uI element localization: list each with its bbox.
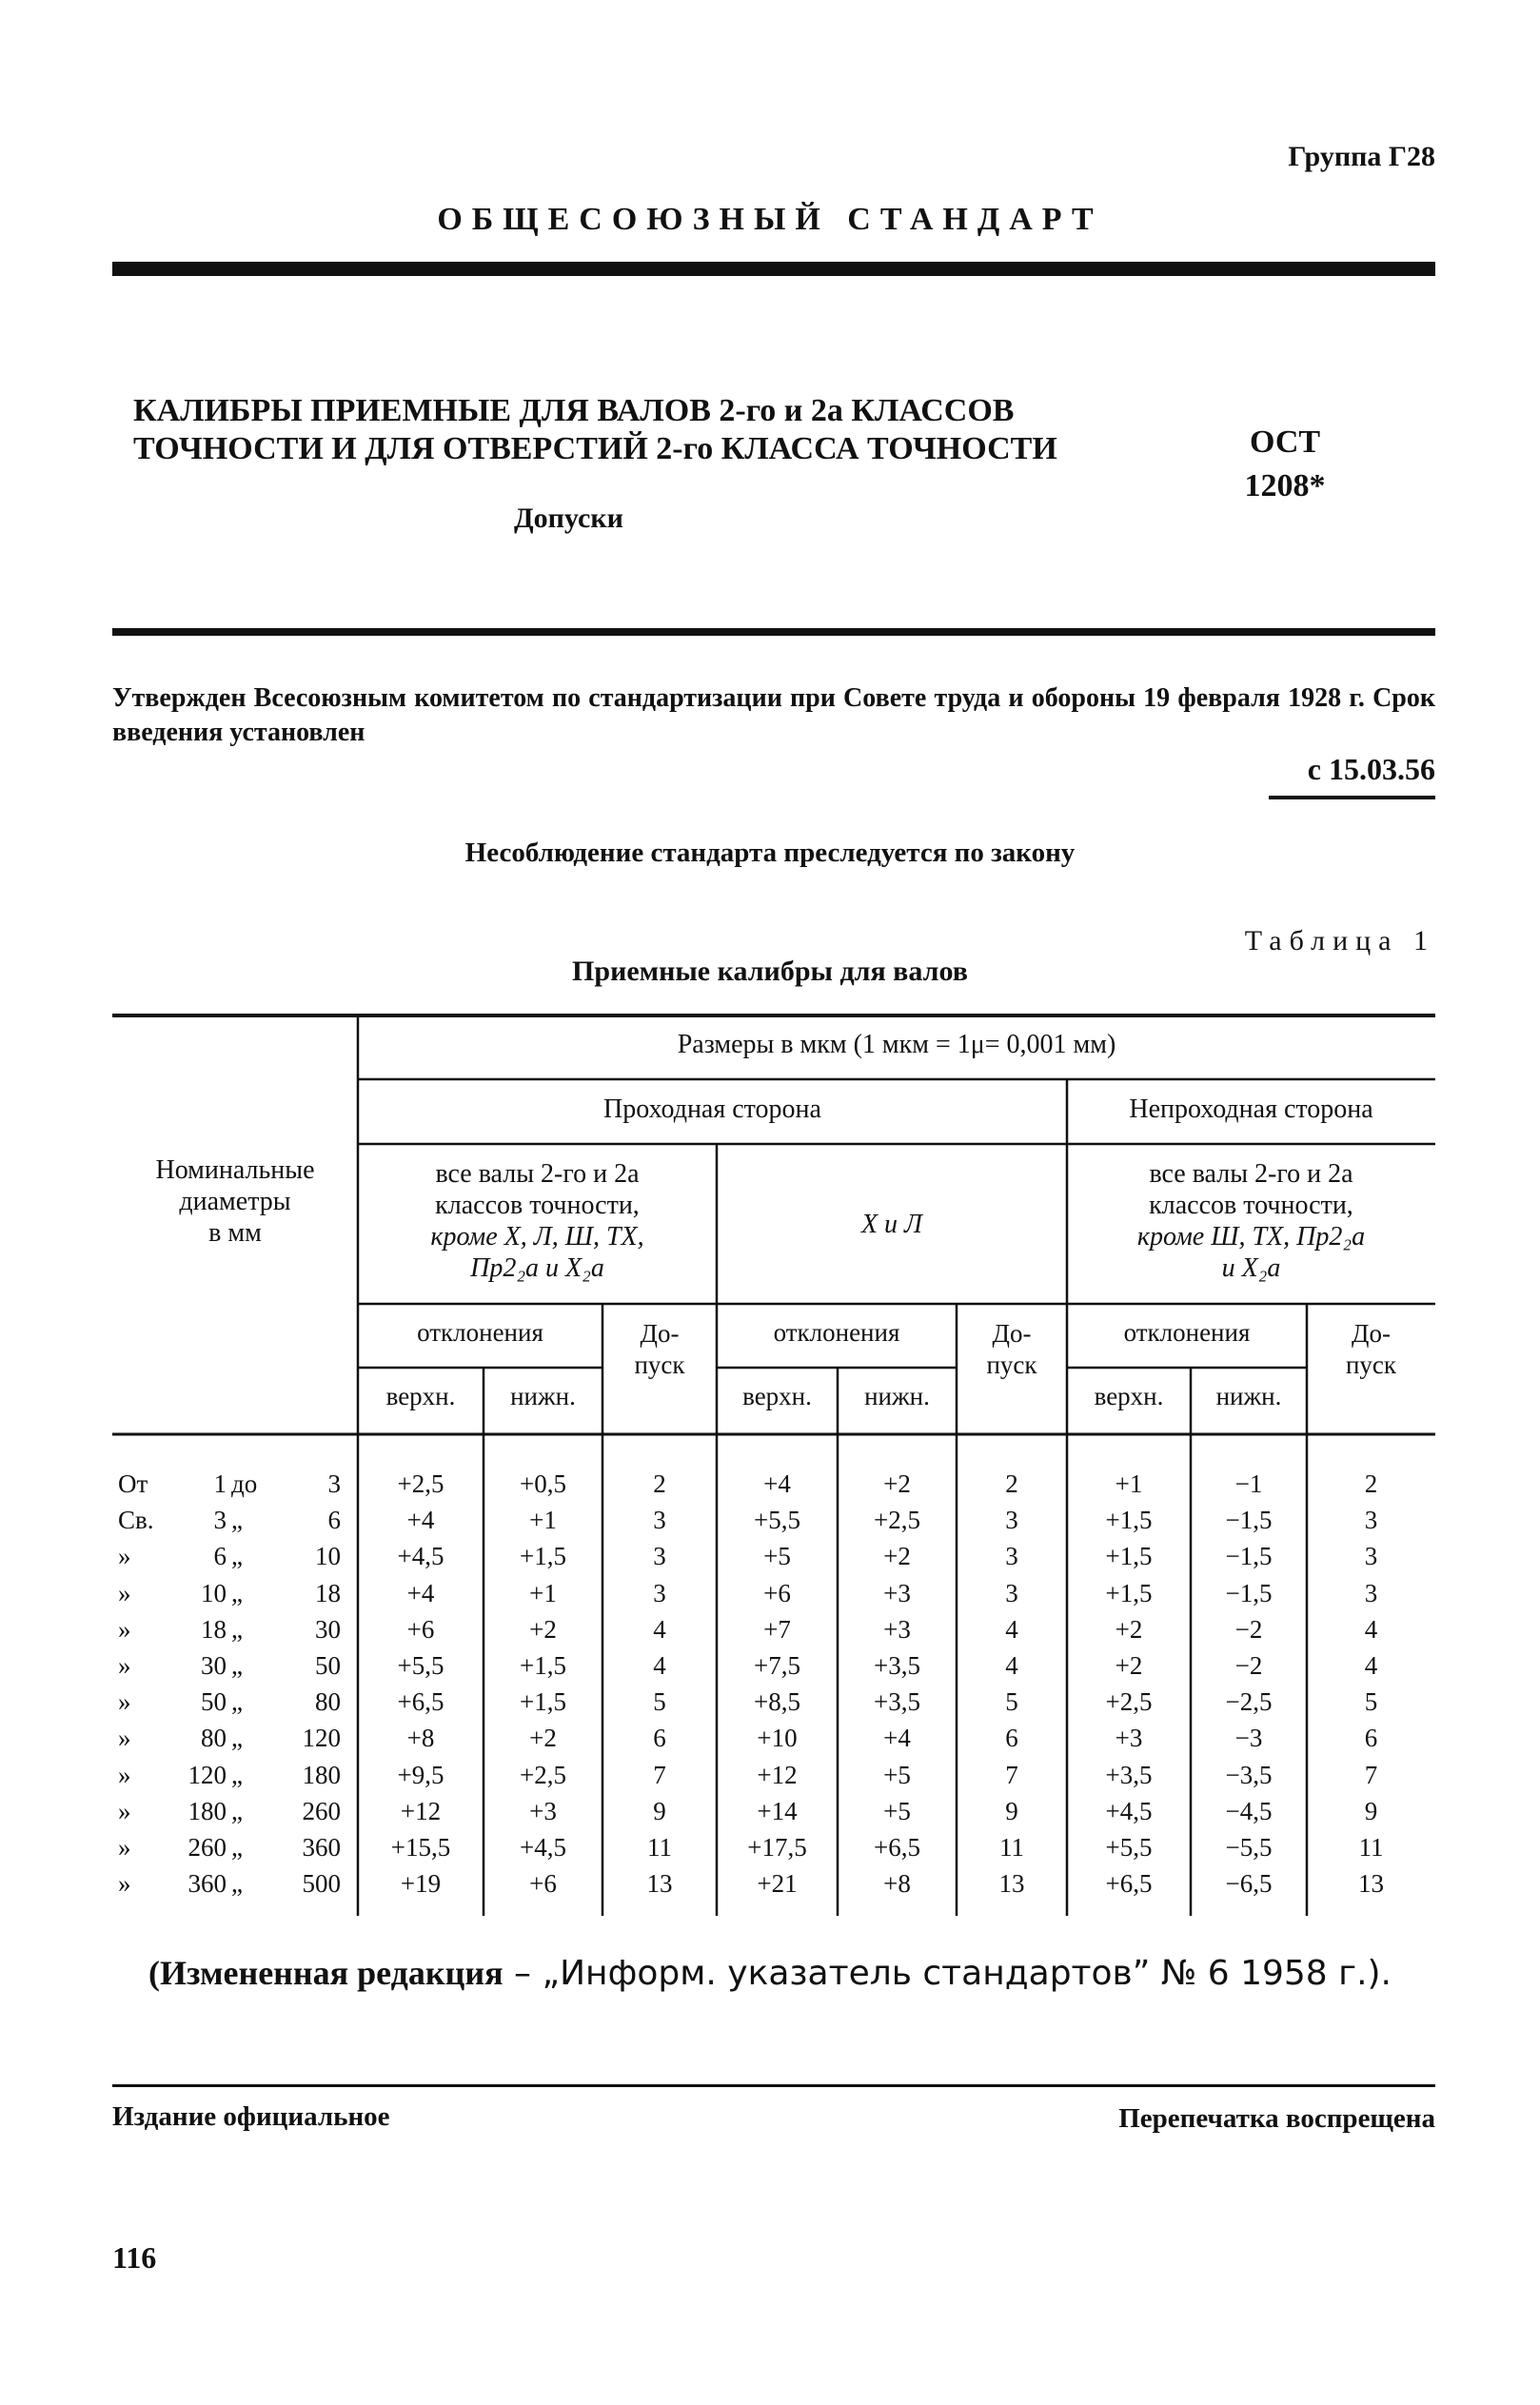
row-to: 500 xyxy=(302,1869,341,1899)
row-to: 180 xyxy=(302,1760,341,1789)
table-cell: 7 xyxy=(1364,1760,1378,1789)
table-cell: +6 xyxy=(529,1869,557,1899)
table-cell: −1,5 xyxy=(1225,1506,1273,1535)
table-cell: +8 xyxy=(883,1869,911,1899)
table-cell: −3,5 xyxy=(1225,1760,1273,1789)
table-cell: 3 xyxy=(653,1506,666,1535)
effective-date: с 15.03.56 xyxy=(1307,752,1435,786)
table-cell: −2,5 xyxy=(1225,1687,1273,1717)
group-3-line-1: все валы 2-го и 2а xyxy=(1149,1159,1353,1189)
table-cell: +5,5 xyxy=(754,1506,800,1535)
table-cell: +6 xyxy=(763,1578,791,1607)
table-cell: 3 xyxy=(1364,1542,1378,1571)
table-cell: 13 xyxy=(1358,1869,1384,1899)
title-rule xyxy=(112,628,1435,636)
row-mid: „ xyxy=(231,1542,243,1571)
table-cell: 3 xyxy=(1005,1542,1018,1571)
table-title: Приемные калибры для валов xyxy=(572,956,968,987)
row-mid: „ xyxy=(231,1506,243,1535)
tolerance-2-line-1: До- xyxy=(992,1319,1032,1348)
table-cell: 3 xyxy=(1005,1506,1018,1535)
table-cell: +1 xyxy=(529,1578,557,1607)
row-to: 10 xyxy=(315,1542,341,1571)
table-cell: +3 xyxy=(883,1614,911,1644)
table-cell: +19 xyxy=(400,1869,442,1899)
table-cell: +6,5 xyxy=(397,1687,444,1717)
table-cell: 11 xyxy=(647,1833,672,1862)
table-cell: +6,5 xyxy=(874,1833,920,1862)
table-cell: +1,5 xyxy=(1105,1578,1153,1607)
group-1-line-4: Пр2₂а и Х₂а xyxy=(470,1253,604,1283)
row-from: 120 xyxy=(188,1760,227,1789)
table-cell: 4 xyxy=(1005,1614,1018,1644)
edition-note: Издание официальное xyxy=(112,2101,390,2132)
table-cell: 7 xyxy=(653,1760,666,1789)
row-prefix: » xyxy=(118,1614,131,1644)
date-underline xyxy=(1269,796,1435,799)
table-cell: +4 xyxy=(406,1506,435,1535)
table-cell: +0,5 xyxy=(520,1469,566,1498)
tolerance-3-line-1: До- xyxy=(1352,1319,1391,1348)
table-cell: 2 xyxy=(1005,1469,1018,1498)
row-prefix: » xyxy=(118,1651,131,1680)
table-cell: +2 xyxy=(1115,1651,1143,1680)
row-to: 6 xyxy=(327,1506,341,1535)
reprint-note: Перепечатка воспрещена xyxy=(1118,2103,1435,2134)
row-prefix: » xyxy=(118,1542,131,1571)
group-code: Группа Г28 xyxy=(1288,141,1435,172)
table-cell: 6 xyxy=(1005,1724,1018,1753)
table-cell: +1 xyxy=(529,1506,557,1535)
table-cell: +8 xyxy=(406,1724,435,1753)
table-cell: 6 xyxy=(1364,1724,1378,1753)
table-cell: −6,5 xyxy=(1225,1869,1273,1899)
table-cell: 3 xyxy=(653,1542,666,1571)
row-to: 18 xyxy=(315,1578,341,1607)
header-sizes: Размеры в мкм (1 мкм = 1μ= 0,001 мм) xyxy=(677,1030,1116,1059)
header-tolerance-1 xyxy=(602,1318,717,1381)
document-subtitle: Допуски xyxy=(514,503,623,534)
table-cell: +9,5 xyxy=(397,1760,444,1789)
table-cell: 4 xyxy=(1364,1614,1378,1644)
table-cell: −1,5 xyxy=(1225,1542,1273,1571)
table-cell: +1,5 xyxy=(520,1687,566,1717)
table-cell: +17,5 xyxy=(747,1833,807,1862)
table-label: Таблица 1 xyxy=(1244,925,1435,956)
header-nogo-side: Непроходная сторона xyxy=(1129,1094,1373,1124)
row-prefix: » xyxy=(118,1687,131,1717)
table-cell: 5 xyxy=(1364,1687,1378,1717)
footer-rule xyxy=(112,2084,1435,2087)
row-mid: „ xyxy=(231,1869,243,1899)
header-upper-2: верхн. xyxy=(742,1382,812,1410)
table-cell: 4 xyxy=(653,1651,666,1680)
header-deviations-3: отклонения xyxy=(1123,1318,1251,1347)
header-tolerance-3 xyxy=(1307,1318,1435,1381)
header-deviations-1: отклонения xyxy=(417,1318,543,1347)
row-mid: „ xyxy=(231,1687,243,1717)
ost-label: ОСТ xyxy=(1249,424,1321,460)
ost-code: 1208* xyxy=(1244,468,1326,503)
row-to: 260 xyxy=(302,1796,341,1825)
group-1-line-2: классов точности, xyxy=(435,1191,640,1220)
table-cell: +10 xyxy=(757,1724,798,1753)
row-from: 3 xyxy=(213,1506,227,1535)
row-prefix: Св. xyxy=(118,1506,154,1535)
table-cell: 3 xyxy=(1364,1578,1378,1607)
table-cell: 3 xyxy=(653,1578,666,1607)
table-cell: +2,5 xyxy=(397,1469,444,1498)
table-cell: 6 xyxy=(653,1724,666,1753)
table-cell: +5 xyxy=(763,1542,791,1571)
row-from: 50 xyxy=(201,1687,227,1717)
table-cell: +2,5 xyxy=(874,1506,920,1535)
row-prefix: От xyxy=(118,1469,148,1498)
table-cell: −1 xyxy=(1234,1469,1263,1498)
row-from: 6 xyxy=(213,1542,227,1571)
row-prefix: » xyxy=(118,1724,131,1753)
table-cell: +1,5 xyxy=(520,1542,566,1571)
law-notice: Несоблюдение стандарта преследуется по закону xyxy=(464,838,1076,868)
row-from: 360 xyxy=(188,1869,227,1899)
page-number: 116 xyxy=(112,2240,157,2275)
row-from: 80 xyxy=(201,1724,227,1753)
group-3-line-4: и Х₂а xyxy=(1221,1253,1281,1283)
document-title xyxy=(133,392,1085,468)
standard-header: ОБЩЕСОЮЗНЫЙ СТАНДАРТ xyxy=(437,202,1103,237)
row-from: 1 xyxy=(213,1469,227,1498)
row-to: 3 xyxy=(327,1469,341,1498)
tolerance-2-line-2: пуск xyxy=(986,1350,1037,1379)
group-3-line-2: классов точности, xyxy=(1149,1191,1353,1220)
table-cell: +2 xyxy=(1115,1614,1143,1644)
title-line-1: КАЛИБРЫ ПРИЕМНЫЕ ДЛЯ ВАЛОВ 2-го и 2а КЛАССОВ xyxy=(133,393,1015,428)
table-cell: 7 xyxy=(1005,1760,1018,1789)
header-nominal-diameters xyxy=(112,1154,358,1249)
header-lower-1: нижн. xyxy=(510,1382,576,1410)
table-cell: −4,5 xyxy=(1225,1796,1273,1825)
table-cell: 9 xyxy=(653,1796,666,1825)
table-cell: +15,5 xyxy=(390,1833,451,1862)
table-cell: +4 xyxy=(763,1469,791,1498)
table-cell: +21 xyxy=(757,1869,798,1899)
table-cell: +14 xyxy=(757,1796,798,1825)
approval-text: Утвержден Всесоюзным комитетом по стандартизации при Совете труда и обороны 19 февраля 1928 г. Срок введения установлен xyxy=(112,683,1435,747)
table-cell: +6,5 xyxy=(1105,1869,1153,1899)
table-cell: +7 xyxy=(763,1614,791,1644)
table-cell: 4 xyxy=(1364,1651,1378,1680)
change-note-rest: – „Информ. указатель стандартов” № 6 1958 г.). xyxy=(503,1954,1392,1993)
table-cell: +5 xyxy=(883,1760,911,1789)
header-upper-1: верхн. xyxy=(385,1382,456,1410)
tolerance-1-line-1: До- xyxy=(640,1319,680,1348)
row-from: 260 xyxy=(188,1833,227,1862)
group-3-line-3: кроме Ш, ТХ, Пр2₂а xyxy=(1136,1222,1366,1252)
top-rule xyxy=(112,262,1435,276)
header-upper-3: верхн. xyxy=(1094,1382,1164,1410)
table-cell: 5 xyxy=(1005,1687,1018,1717)
row-prefix: » xyxy=(118,1869,131,1899)
table-cell: +3 xyxy=(1115,1724,1143,1753)
table-cell: +5 xyxy=(883,1796,911,1825)
row-mid: „ xyxy=(231,1724,243,1753)
row-mid: до xyxy=(231,1469,258,1498)
table-cell: 11 xyxy=(1358,1833,1384,1862)
table-cell: +2 xyxy=(529,1724,557,1753)
title-line-2: ТОЧНОСТИ И ДЛЯ ОТВЕРСТИЙ 2-го КЛАССА ТОЧНОСТИ xyxy=(133,431,1057,466)
table-cell: +8,5 xyxy=(754,1687,800,1717)
table-cell: +3 xyxy=(529,1796,557,1825)
row-prefix: » xyxy=(118,1578,131,1607)
row-to: 80 xyxy=(315,1687,341,1717)
table-cell: +1,5 xyxy=(1105,1542,1153,1571)
table-cell: +1 xyxy=(1115,1469,1143,1498)
table-cell: +2,5 xyxy=(520,1760,566,1789)
change-note-bold: (Измененная редакция xyxy=(148,1954,503,1992)
table-cell: +5,5 xyxy=(397,1651,444,1680)
table-cell: 13 xyxy=(998,1869,1025,1899)
row-from: 10 xyxy=(201,1578,227,1607)
header-group-2: Х и Л xyxy=(860,1210,923,1239)
table-cell: 9 xyxy=(1364,1796,1378,1825)
row-from: 180 xyxy=(188,1796,227,1825)
table-cell: +5,5 xyxy=(1105,1833,1153,1862)
table-cell: −1,5 xyxy=(1225,1578,1273,1607)
table-cell: 11 xyxy=(999,1833,1024,1862)
group-1-line-3: кроме Х, Л, Ш, ТХ, xyxy=(430,1222,644,1252)
row-mid: „ xyxy=(231,1651,243,1680)
header-nominal-line-3: в мм xyxy=(208,1218,262,1248)
table-cell: +3,5 xyxy=(1105,1760,1153,1789)
table-cell: +3,5 xyxy=(874,1651,920,1680)
table-cell: +12 xyxy=(757,1760,798,1789)
table-cell: +2,5 xyxy=(1105,1687,1153,1717)
group-1-line-1: все валы 2-го и 2а xyxy=(435,1159,640,1189)
row-from: 30 xyxy=(201,1651,227,1680)
row-to: 360 xyxy=(302,1833,341,1862)
table-cell: 13 xyxy=(646,1869,673,1899)
table-cell: 5 xyxy=(653,1687,666,1717)
table-cell: −2 xyxy=(1234,1651,1263,1680)
header-nominal-line-1: Номинальные xyxy=(155,1155,315,1185)
row-mid: „ xyxy=(231,1614,243,1644)
table-cell: 2 xyxy=(1364,1469,1378,1498)
header-lower-2: нижн. xyxy=(864,1382,930,1410)
row-mid: „ xyxy=(231,1760,243,1789)
row-prefix: » xyxy=(118,1833,131,1862)
header-tolerance-2 xyxy=(957,1318,1067,1381)
table-cell: +1,5 xyxy=(1105,1506,1153,1535)
table-cell: 4 xyxy=(653,1614,666,1644)
table-cell: +7,5 xyxy=(754,1651,800,1680)
ost-number xyxy=(1190,421,1380,508)
row-prefix: » xyxy=(118,1796,131,1825)
row-mid: „ xyxy=(231,1796,243,1825)
table-cell: 3 xyxy=(1005,1578,1018,1607)
header-nominal-line-2: диаметры xyxy=(179,1187,291,1216)
row-mid: „ xyxy=(231,1578,243,1607)
row-to: 120 xyxy=(302,1724,341,1753)
table-cell: +4,5 xyxy=(397,1542,444,1571)
table-cell: +4,5 xyxy=(1105,1796,1153,1825)
table-cell: −5,5 xyxy=(1225,1833,1273,1862)
row-mid: „ xyxy=(231,1833,243,1862)
table-cell: +6 xyxy=(406,1614,435,1644)
table-cell: +2 xyxy=(883,1542,911,1571)
table-cell: +12 xyxy=(400,1796,442,1825)
table-cell: −2 xyxy=(1234,1614,1263,1644)
row-to: 30 xyxy=(315,1614,341,1644)
table-cell: −3 xyxy=(1234,1724,1263,1753)
table-cell: +1,5 xyxy=(520,1651,566,1680)
table-cell: +4 xyxy=(883,1724,911,1753)
table-cell: +2 xyxy=(883,1469,911,1498)
table-cell: 3 xyxy=(1364,1506,1378,1535)
header-go-side: Проходная сторона xyxy=(603,1094,821,1124)
table-cell: +2 xyxy=(529,1614,557,1644)
table-cell: +4 xyxy=(406,1578,435,1607)
change-note xyxy=(0,1953,1540,1993)
header-group-3 xyxy=(1067,1158,1435,1284)
table-cell: 2 xyxy=(653,1469,666,1498)
tolerance-1-line-2: пуск xyxy=(634,1350,685,1379)
row-from: 18 xyxy=(201,1614,227,1644)
table-cell: +4,5 xyxy=(520,1833,566,1862)
table-cell: 4 xyxy=(1005,1651,1018,1680)
header-lower-3: нижн. xyxy=(1215,1382,1282,1410)
table-text-layer xyxy=(112,1014,1435,1920)
header-group-1 xyxy=(358,1158,717,1284)
table-cell: +3,5 xyxy=(874,1687,920,1717)
row-prefix: » xyxy=(118,1760,131,1789)
row-to: 50 xyxy=(315,1651,341,1680)
header-deviations-2: отклонения xyxy=(773,1318,900,1347)
tolerance-3-line-2: пуск xyxy=(1345,1350,1397,1379)
table-cell: +3 xyxy=(883,1578,911,1607)
table-cell: 9 xyxy=(1005,1796,1018,1825)
